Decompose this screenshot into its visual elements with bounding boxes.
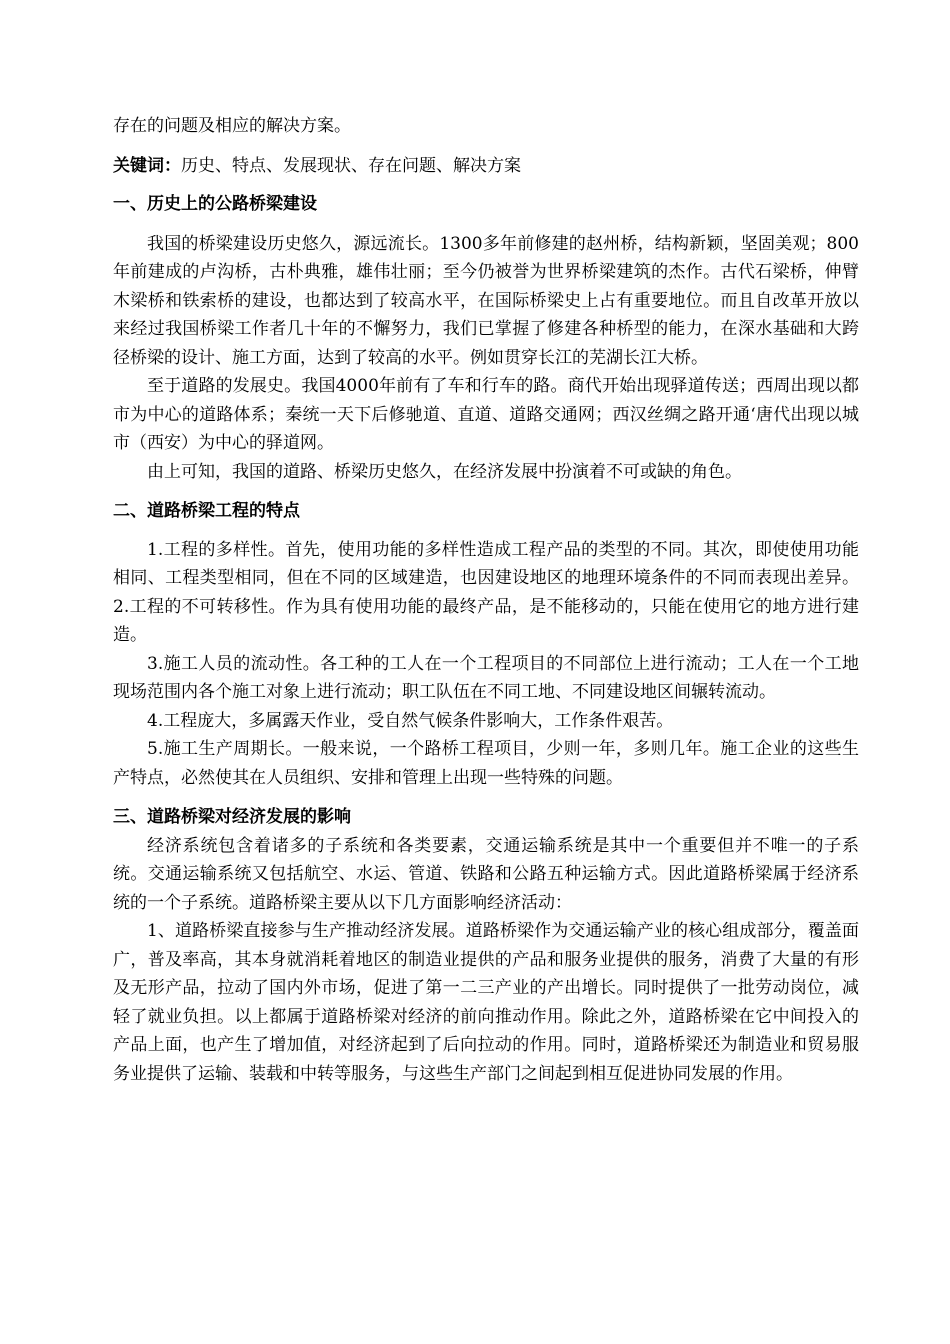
section-1-paragraph-3: 由上可知，我国的道路、桥梁历史悠久，在经济发展中扮演着不可或缺的角色。 <box>147 461 742 482</box>
keywords-text: 历史、特点、发展现状、存在问题、解决方案 <box>181 155 521 176</box>
section-2-paragraph-3: 4.工程庞大，多属露天作业，受自然气候条件影响大，工作条件艰苦。 <box>147 710 674 731</box>
section-3-paragraph-1: 经济系统包含着诸多的子系统和各类要素，交通运输系统是其中一个重要但并不唯一的子系统。交通运输系统又包括航空、水运、管道、铁路和公路五种运输方式。因此道路桥梁属于经济系统的一个子系统。道路桥梁主要从以下几方面影响经济活动： <box>113 835 859 913</box>
section-1-heading: 一、历史上的公路桥梁建设 <box>113 194 317 214</box>
section-1-paragraph-2: 至于道路的发展史。我国4000年前有了车和行车的路。商代开始出现驿道传送；西周出现以都市为中心的道路体系；秦统一天下后修驰道、直道、道路交通网；西汉丝绸之路开通‘唐代出现以城市（西安）为中心的驿道网。 <box>113 376 859 453</box>
section-2-paragraph-4: 5.施工生产周期长。一般来说，一个路桥工程项目，少则一年，多则几年。施工企业的这些生产特点，必然使其在人员组织、安排和管理上出现一些特殊的问题。 <box>113 739 859 788</box>
keywords-line <box>113 152 859 181</box>
section-3-paragraph-2: 1、道路桥梁直接参与生产推动经济发展。道路桥梁作为交通运输产业的核心组成部分，覆盖面广，普及率高，其本身就消耗着地区的制造业提供的产品和服务业提供的服务，消费了大量的有形及无形产品，拉动了国内外市场，促进了第一二三产业的产出增长。同时提供了一批劳动岗位，减轻了就业负担。以上都属于道路桥梁对经济的前向推动作用。除此之外，道路桥梁在它中间投入的产品上面，也产生了增加值，对经济起到了后向拉动的作用。同时，道路桥梁还为制造业和贸易服务业提供了运输、装载和中转等服务，与这些生产部门之间起到相互促进协同发展的作用。 <box>113 921 859 1084</box>
intro-tail-paragraph: 存在的问题及相应的解决方案。 <box>113 116 351 136</box>
section-2-paragraph-1: 1.工程的多样性。首先，使用功能的多样性造成工程产品的类型的不同。其次，即使使用功能相同、工程类型相同，但在不同的区域建造，也因建设地区的地理环境条件的不同而表现出差异。 2.工程的不可转移性。作为具有使用功能的最终产品，是不能移动的，只能在使用它的地方进行建造。 <box>113 539 859 645</box>
document-page <box>113 112 859 1088</box>
section-3-heading: 三、道路桥梁对经济发展的影响 <box>113 807 351 827</box>
section-2-heading: 二、道路桥梁工程的特点 <box>113 501 300 521</box>
section-1-paragraph-1: 我国的桥梁建设历史悠久，源远流长。1300多年前修建的赵州桥，结构新颖，坚固美观；800年前建成的卢沟桥，古朴典雅，雄伟壮丽；至今仍被誉为世界桥梁建筑的杰作。古代石梁桥，伸臂木梁桥和铁索桥的建设，也都达到了较高水平，在国际桥梁史上占有重要地位。而且自改革开放以来经过我国桥梁工作者几十年的不懈努力，我们已掌握了修建各种桥型的能力，在深水基础和大跨径桥梁的设计、施工方面，达到了较高的水平。例如贯穿长江的芜湖长江大桥。 <box>113 233 859 368</box>
section-2-paragraph-2: 3.施工人员的流动性。各工种的工人在一个工程项目的不同部位上进行流动；工人在一个工地现场范围内各个施工对象上进行流动；职工队伍在不同工地、不同建设地区间辗转流动。 <box>113 653 859 702</box>
keywords-label: 关键词： <box>113 155 181 176</box>
